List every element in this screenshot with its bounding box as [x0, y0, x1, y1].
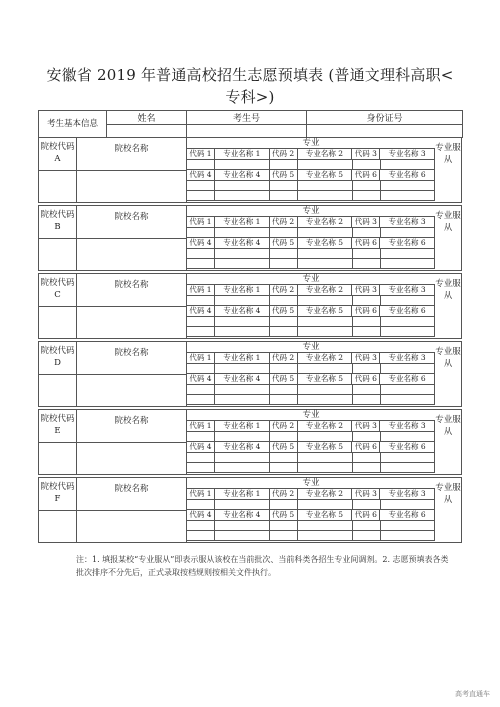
major-entry-field[interactable] [187, 432, 215, 442]
major-name-label: 专业名称 4 [215, 170, 270, 181]
major-entry-field[interactable] [215, 327, 270, 337]
footnote: 注：1. 填报某校“专业服从”即表示服从该校在当前批次、当前科类各招生专业间调剂。2. 志愿预填表各类批次排序不分先后，正式录取按档规则按相关文件执行。 [76, 555, 449, 577]
major-entry-field[interactable] [353, 228, 381, 238]
major-entry-field[interactable] [187, 500, 215, 510]
major-name-label: 专业名称 3 [380, 489, 435, 500]
major-entry-field[interactable] [270, 160, 298, 170]
major-entry-field[interactable] [353, 181, 381, 191]
major-entry-field[interactable] [215, 531, 270, 541]
major-name-label: 专业名称 3 [380, 217, 435, 228]
page-title: 安徽省 2019 年普通高校招生志愿预填表 (普通文理科高职<专科>) [46, 66, 454, 106]
major-entry-field[interactable] [215, 249, 270, 259]
major-entry-field[interactable] [187, 296, 215, 306]
major-code-label: 代码 6 [352, 374, 380, 385]
school-code-label: 院校代码 C [39, 274, 77, 307]
school-code-label: 院校代码 F [39, 478, 77, 511]
student-info-table [38, 110, 463, 138]
major-header: 专业 [187, 138, 435, 149]
major-entry-field[interactable] [187, 531, 215, 541]
major-entry-field[interactable] [353, 317, 381, 327]
major-entry-field[interactable] [353, 500, 381, 510]
major-name-label: 专业名称 1 [215, 421, 270, 432]
school-name-field[interactable] [77, 307, 187, 338]
major-entry-row[interactable] [187, 191, 435, 201]
school-choice-block [38, 205, 462, 271]
school-name-field[interactable] [77, 375, 187, 406]
major-entry-field[interactable] [298, 432, 353, 442]
major-entry-row[interactable] [187, 228, 435, 238]
school-choice-block [38, 477, 462, 543]
major-name-label: 专业名称 1 [215, 353, 270, 364]
watermark: 高考直通车 [455, 690, 490, 698]
major-entry-field[interactable] [215, 317, 270, 327]
major-code-label: 代码 1 [187, 285, 215, 296]
major-entry-field[interactable] [270, 531, 298, 541]
major-name-label: 专业名称 3 [380, 353, 435, 364]
major-entry-field[interactable] [270, 181, 298, 191]
major-header: 专业 [187, 410, 435, 421]
major-name-label: 专业名称 2 [298, 285, 353, 296]
school-name-label: 院校名称 [77, 138, 187, 171]
major-entry-field[interactable] [298, 463, 353, 473]
major-name-label: 专业名称 6 [380, 238, 435, 249]
major-entry-field[interactable] [187, 317, 215, 327]
major-code-label: 代码 3 [352, 217, 380, 228]
major-entry-field[interactable] [270, 395, 298, 405]
major-name-label: 专业名称 6 [380, 306, 435, 317]
major-label-row [187, 217, 435, 228]
major-name-label: 专业名称 5 [298, 170, 353, 181]
major-code-label: 代码 4 [187, 442, 215, 453]
school-code-field[interactable] [39, 239, 77, 270]
major-entry-field[interactable] [298, 453, 353, 463]
major-entry-field[interactable] [215, 453, 270, 463]
major-entry-field[interactable] [187, 521, 215, 531]
major-name-label: 专业名称 3 [380, 149, 435, 160]
major-name-label: 专业名称 5 [298, 238, 353, 249]
major-entry-field[interactable] [270, 191, 298, 201]
major-code-label: 代码 4 [187, 374, 215, 385]
major-name-label: 专业名称 1 [215, 149, 270, 160]
major-entry-row[interactable] [187, 521, 435, 531]
major-entry-field[interactable] [187, 259, 215, 269]
major-code-label: 代码 3 [352, 149, 380, 160]
major-entry-field[interactable] [298, 327, 353, 337]
major-code-label: 代码 3 [352, 285, 380, 296]
major-entry-field[interactable] [270, 385, 298, 395]
major-label-row [187, 421, 435, 432]
major-name-label: 专业名称 3 [380, 285, 435, 296]
major-name-label: 专业名称 2 [298, 489, 353, 500]
major-entry-field[interactable] [215, 521, 270, 531]
major-entry-field[interactable] [187, 249, 215, 259]
major-label-row [187, 306, 435, 317]
major-entry-field[interactable] [353, 296, 381, 306]
major-entry-field[interactable] [270, 432, 298, 442]
school-name-field[interactable] [77, 443, 187, 474]
school-code-field[interactable] [39, 443, 77, 474]
school-code-label: 院校代码 B [39, 206, 77, 239]
major-entry-field[interactable] [381, 385, 435, 395]
major-entry-field[interactable] [381, 327, 435, 337]
major-follow-label[interactable]: 专业服从 [435, 279, 461, 301]
major-code-label: 代码 3 [352, 353, 380, 364]
id-number-label: 身份证号 [307, 111, 463, 125]
major-entry-field[interactable] [298, 531, 353, 541]
major-code-label: 代码 4 [187, 306, 215, 317]
major-name-label: 专业名称 6 [380, 510, 435, 521]
school-choice-block [38, 137, 462, 203]
major-code-label: 代码 3 [352, 489, 380, 500]
major-entry-field[interactable] [353, 364, 381, 374]
major-entry-field[interactable] [215, 160, 270, 170]
major-entry-field[interactable] [215, 259, 270, 269]
major-code-label: 代码 6 [352, 510, 380, 521]
major-name-label: 专业名称 2 [298, 149, 353, 160]
major-entry-field[interactable] [353, 191, 381, 201]
major-name-label: 专业名称 4 [215, 238, 270, 249]
major-entry-field[interactable] [298, 160, 353, 170]
major-entry-field[interactable] [187, 160, 215, 170]
major-code-label: 代码 2 [270, 489, 298, 500]
major-follow-label[interactable]: 专业服从 [435, 415, 461, 437]
school-code-field[interactable] [39, 307, 77, 338]
major-entry-field[interactable] [381, 296, 435, 306]
major-entry-field[interactable] [353, 521, 381, 531]
school-code-label: 院校代码 A [39, 138, 77, 171]
school-name-field[interactable] [77, 511, 187, 542]
major-entry-field[interactable] [353, 453, 381, 463]
major-name-label: 专业名称 4 [215, 306, 270, 317]
school-name-label: 院校名称 [77, 342, 187, 375]
major-code-label: 代码 1 [187, 489, 215, 500]
major-name-label: 专业名称 3 [380, 421, 435, 432]
major-header: 专业 [187, 342, 435, 353]
major-label-row [187, 149, 435, 160]
school-code-field[interactable] [39, 375, 77, 406]
major-entry-row[interactable] [187, 364, 435, 374]
major-code-label: 代码 2 [270, 149, 298, 160]
exam-number-field[interactable] [187, 125, 307, 138]
exam-number-label: 考生号 [187, 111, 307, 125]
major-entry-field[interactable] [187, 191, 215, 201]
major-entry-field[interactable] [215, 395, 270, 405]
major-entry-field[interactable] [270, 500, 298, 510]
major-code-label: 代码 5 [270, 238, 298, 249]
major-entry-field[interactable] [381, 160, 435, 170]
school-code-label: 院校代码 D [39, 342, 77, 375]
major-entry-field[interactable] [353, 385, 381, 395]
major-entry-field[interactable] [353, 432, 381, 442]
major-code-label: 代码 1 [187, 353, 215, 364]
school-name-label: 院校名称 [77, 410, 187, 443]
major-entry-field[interactable] [270, 249, 298, 259]
major-entry-row[interactable] [187, 160, 435, 170]
major-entry-field[interactable] [353, 259, 381, 269]
major-entry-field[interactable] [381, 249, 435, 259]
major-entry-field[interactable] [298, 385, 353, 395]
school-name-label: 院校名称 [77, 274, 187, 307]
major-entry-row[interactable] [187, 463, 435, 473]
major-entry-row[interactable] [187, 531, 435, 541]
major-entry-field[interactable] [298, 259, 353, 269]
school-code-label: 院校代码 E [39, 410, 77, 443]
major-code-label: 代码 6 [352, 170, 380, 181]
major-code-label: 代码 5 [270, 170, 298, 181]
major-code-label: 代码 3 [352, 421, 380, 432]
major-code-label: 代码 1 [187, 421, 215, 432]
major-header: 专业 [187, 206, 435, 217]
major-name-label: 专业名称 4 [215, 374, 270, 385]
major-entry-field[interactable] [353, 395, 381, 405]
major-entry-field[interactable] [381, 463, 435, 473]
major-name-label: 专业名称 6 [380, 170, 435, 181]
major-name-label: 专业名称 2 [298, 353, 353, 364]
major-entry-field[interactable] [353, 463, 381, 473]
major-entry-field[interactable] [270, 317, 298, 327]
major-label-row [187, 170, 435, 181]
major-name-label: 专业名称 6 [380, 374, 435, 385]
major-entry-field[interactable] [215, 296, 270, 306]
major-name-label: 专业名称 4 [215, 510, 270, 521]
major-entry-field[interactable] [381, 500, 435, 510]
major-code-label: 代码 4 [187, 510, 215, 521]
major-code-label: 代码 2 [270, 217, 298, 228]
major-entry-field[interactable] [215, 463, 270, 473]
major-entry-field[interactable] [298, 191, 353, 201]
major-name-label: 专业名称 4 [215, 442, 270, 453]
major-entry-row[interactable] [187, 249, 435, 259]
major-entry-field[interactable] [270, 259, 298, 269]
major-header: 专业 [187, 478, 435, 489]
major-entry-field[interactable] [381, 364, 435, 374]
major-entry-field[interactable] [381, 432, 435, 442]
major-entry-field[interactable] [298, 296, 353, 306]
major-entry-field[interactable] [381, 453, 435, 463]
major-name-label: 专业名称 1 [215, 285, 270, 296]
major-entry-field[interactable] [270, 364, 298, 374]
major-name-label: 专业名称 5 [298, 442, 353, 453]
major-entry-field[interactable] [187, 453, 215, 463]
major-entry-field[interactable] [187, 385, 215, 395]
major-follow-label[interactable]: 专业服从 [435, 143, 461, 165]
major-entry-field[interactable] [381, 317, 435, 327]
major-entry-field[interactable] [270, 453, 298, 463]
major-code-label: 代码 1 [187, 217, 215, 228]
major-follow-label[interactable]: 专业服从 [435, 483, 461, 505]
major-entry-row[interactable] [187, 181, 435, 191]
major-entry-field[interactable] [298, 364, 353, 374]
major-label-row [187, 442, 435, 453]
major-entry-field[interactable] [215, 432, 270, 442]
school-choice-block [38, 341, 462, 407]
major-entry-field[interactable] [298, 317, 353, 327]
major-entry-field[interactable] [381, 181, 435, 191]
major-entry-row[interactable] [187, 296, 435, 306]
major-label-row [187, 353, 435, 364]
major-entry-field[interactable] [298, 181, 353, 191]
major-label-row [187, 510, 435, 521]
school-code-field[interactable] [39, 171, 77, 202]
major-entry-field[interactable] [215, 228, 270, 238]
major-name-label: 专业名称 2 [298, 217, 353, 228]
major-entry-field[interactable] [298, 521, 353, 531]
major-entry-row[interactable] [187, 395, 435, 405]
major-code-label: 代码 1 [187, 149, 215, 160]
name-label: 姓名 [107, 111, 187, 125]
school-name-field[interactable] [77, 171, 187, 202]
major-entry-field[interactable] [215, 500, 270, 510]
major-entry-field[interactable] [215, 364, 270, 374]
major-entry-field[interactable] [381, 191, 435, 201]
major-name-label: 专业名称 2 [298, 421, 353, 432]
school-choice-block [38, 409, 462, 475]
major-name-label: 专业名称 1 [215, 217, 270, 228]
major-entry-field[interactable] [298, 500, 353, 510]
major-code-label: 代码 6 [352, 442, 380, 453]
major-entry-field[interactable] [353, 160, 381, 170]
major-code-label: 代码 5 [270, 442, 298, 453]
major-name-label: 专业名称 5 [298, 306, 353, 317]
major-header: 专业 [187, 274, 435, 285]
major-code-label: 代码 2 [270, 421, 298, 432]
school-name-field[interactable] [77, 239, 187, 270]
major-code-label: 代码 6 [352, 306, 380, 317]
major-label-row [187, 489, 435, 500]
major-name-label: 专业名称 1 [215, 489, 270, 500]
major-entry-field[interactable] [353, 249, 381, 259]
major-entry-field[interactable] [298, 249, 353, 259]
major-entry-field[interactable] [187, 364, 215, 374]
major-follow-label[interactable]: 专业服从 [435, 347, 461, 369]
major-entry-field[interactable] [187, 395, 215, 405]
major-entry-field[interactable] [187, 228, 215, 238]
major-entry-row[interactable] [187, 259, 435, 269]
school-name-label: 院校名称 [77, 206, 187, 239]
school-choice-block [38, 273, 462, 339]
major-entry-row[interactable] [187, 317, 435, 327]
major-code-label: 代码 6 [352, 238, 380, 249]
major-entry-field[interactable] [187, 463, 215, 473]
major-entry-row[interactable] [187, 453, 435, 463]
major-entry-field[interactable] [215, 385, 270, 395]
major-follow-label[interactable]: 专业服从 [435, 211, 461, 233]
major-code-label: 代码 5 [270, 510, 298, 521]
name-field[interactable] [107, 125, 187, 138]
major-entry-field[interactable] [270, 521, 298, 531]
major-entry-field[interactable] [215, 191, 270, 201]
major-entry-field[interactable] [298, 395, 353, 405]
major-entry-field[interactable] [381, 228, 435, 238]
major-name-label: 专业名称 5 [298, 374, 353, 385]
id-number-field[interactable] [307, 125, 463, 138]
major-code-label: 代码 2 [270, 353, 298, 364]
major-entry-field[interactable] [353, 327, 381, 337]
major-code-label: 代码 5 [270, 306, 298, 317]
major-label-row [187, 238, 435, 249]
major-label-row [187, 374, 435, 385]
major-entry-field[interactable] [381, 395, 435, 405]
major-entry-field[interactable] [298, 228, 353, 238]
major-entry-row[interactable] [187, 432, 435, 442]
major-code-label: 代码 4 [187, 170, 215, 181]
major-entry-field[interactable] [270, 463, 298, 473]
major-entry-field[interactable] [270, 296, 298, 306]
major-code-label: 代码 5 [270, 374, 298, 385]
major-entry-row[interactable] [187, 327, 435, 337]
major-entry-field[interactable] [187, 327, 215, 337]
school-code-field[interactable] [39, 511, 77, 542]
major-entry-field[interactable] [353, 531, 381, 541]
major-entry-field[interactable] [381, 531, 435, 541]
student-info-label: 考生基本信息 [39, 111, 107, 138]
major-label-row [187, 285, 435, 296]
major-entry-field[interactable] [381, 521, 435, 531]
major-code-label: 代码 2 [270, 285, 298, 296]
major-entry-field[interactable] [215, 181, 270, 191]
major-entry-field[interactable] [270, 327, 298, 337]
major-code-label: 代码 4 [187, 238, 215, 249]
major-entry-row[interactable] [187, 500, 435, 510]
major-entry-field[interactable] [270, 228, 298, 238]
school-name-label: 院校名称 [77, 478, 187, 511]
major-name-label: 专业名称 6 [380, 442, 435, 453]
major-entry-row[interactable] [187, 385, 435, 395]
major-name-label: 专业名称 5 [298, 510, 353, 521]
major-entry-field[interactable] [381, 259, 435, 269]
major-entry-field[interactable] [187, 181, 215, 191]
